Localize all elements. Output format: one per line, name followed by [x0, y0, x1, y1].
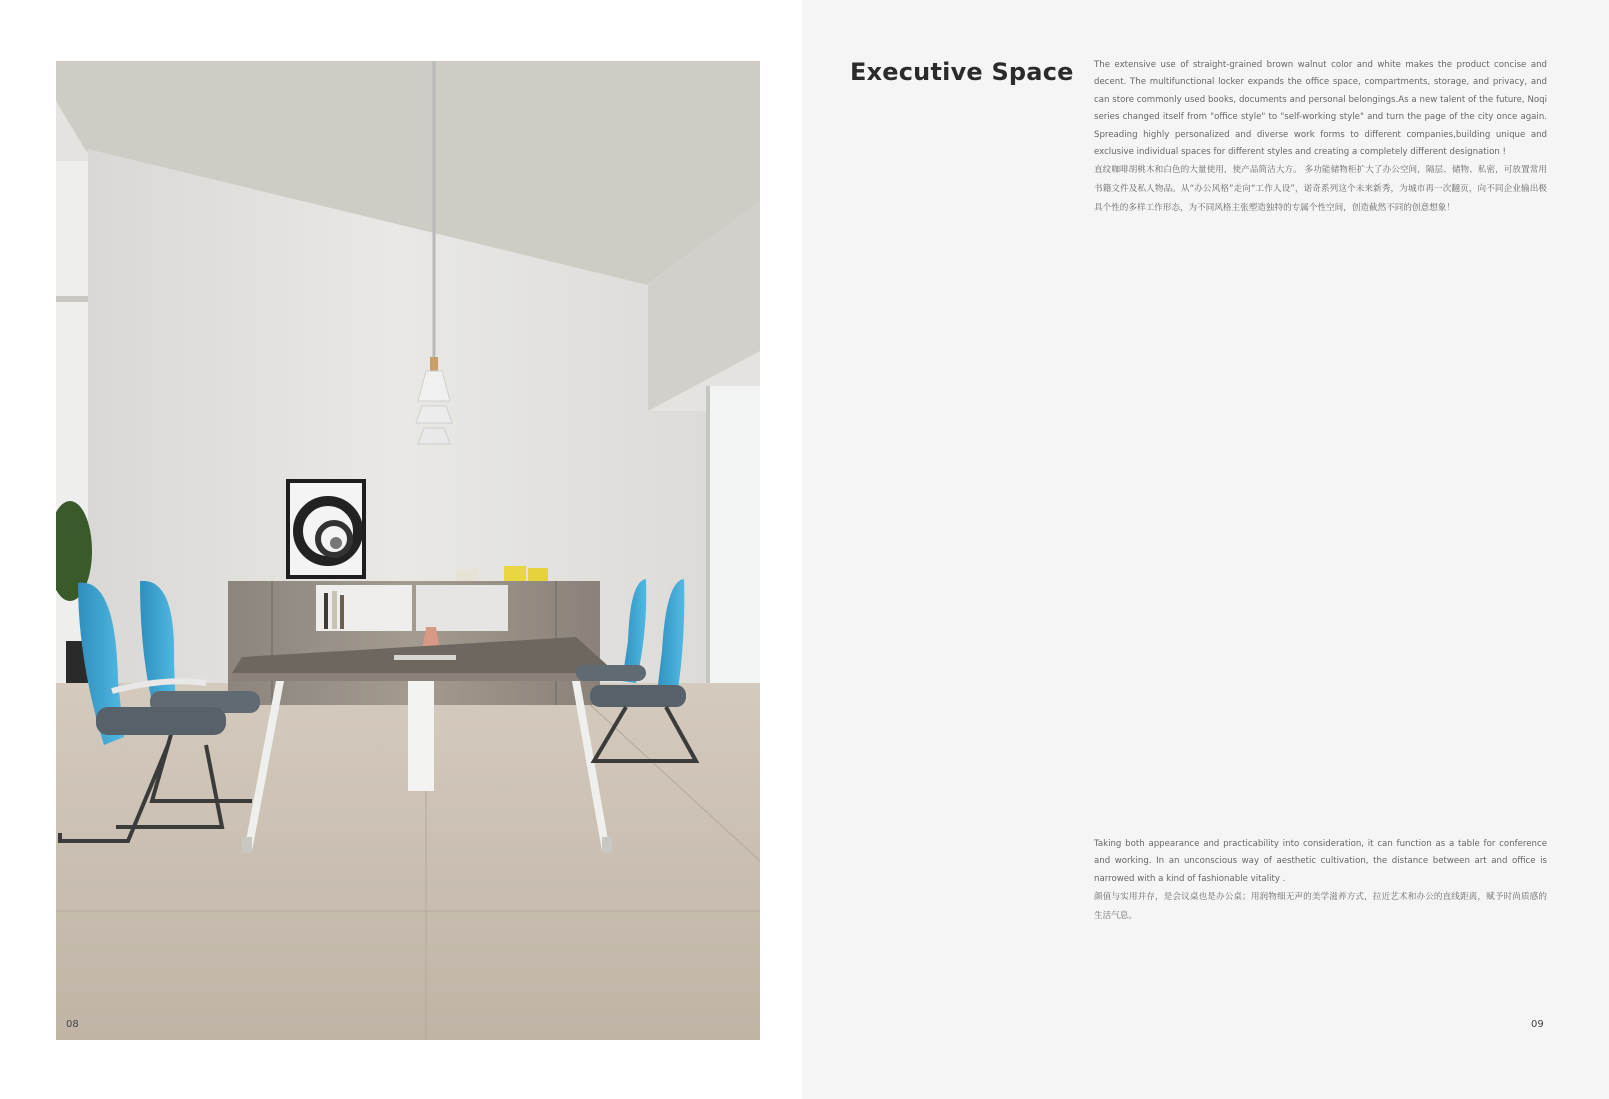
photo-illustration [56, 61, 760, 1040]
page-number-right: 09 [1531, 1019, 1544, 1030]
conference-room-photo [56, 61, 760, 1040]
detail-text-block [1094, 836, 1547, 925]
section-title: Executive Space [850, 58, 1074, 86]
intro-paragraph-english: The extensive use of straight-grained brown walnut color and white makes the product concise and decent. The multifunctional locker expands the office space, compartments, storage, and privacy, and can store commonly used books, documents and personal belongings.As a new talent of the future, Noqi series changed itself from "office style" to "self-working style" and turn the page of the city once again. Spreading highly personalized and diverse work forms to different companies,building unique and exclusive individual spaces for different styles and creating a completely different designation ! [1094, 60, 1547, 158]
page-number-left: 08 [66, 1019, 79, 1030]
intro-text-block [1094, 57, 1547, 217]
detail-paragraph-chinese: 颜值与实用并存，是会议桌也是办公桌；用润物细无声的美学滋养方式，拉近艺术和办公的直线距离，赋予时尚质感的生活气息。 [1094, 892, 1547, 921]
detail-paragraph-english: Taking both appearance and practicability into consideration, it can function as a table for conference and working. In an unconscious way of aesthetic cultivation, the distance between art and office is narrowed with a kind of fashionable vitality . [1094, 839, 1547, 884]
left-page [0, 0, 802, 1099]
intro-paragraph-chinese: 直纹咖啡胡桃木和白色的大量使用，使产品简洁大方。 多功能储物柜扩大了办公空间，隔层、储物、私密，可放置常用书籍文件及私人物品。从“办公风格”走向“工作人设”，诺奇系列这个未来新秀，为城市再一次翻页，向不同企业输出极具个性的多样工作形态，为不同风格主张塑造独特的专属个性空间，创造截然不同的创意想象！ [1094, 165, 1547, 213]
